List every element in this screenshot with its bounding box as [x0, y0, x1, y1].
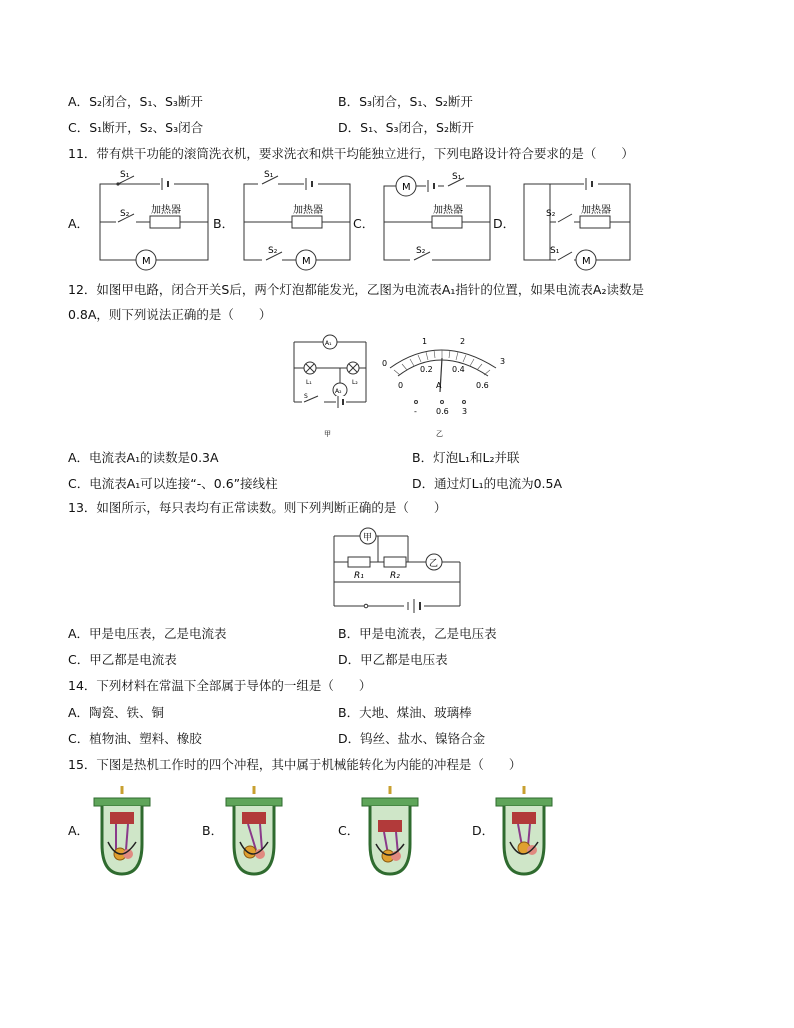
q14-option-a[interactable]: A．陶瓷、铁、铜 [68, 705, 165, 720]
svg-text:S₁: S₁ [452, 172, 462, 182]
q11-option-d-label[interactable]: D． [493, 216, 516, 231]
svg-text:甲: 甲 [363, 533, 373, 543]
q11-option-a-label[interactable]: A． [68, 216, 90, 231]
svg-text:L₁: L₁ [306, 379, 312, 386]
q11-circuit-d [520, 172, 635, 272]
q11-circuit-c [380, 172, 495, 272]
q12-option-a[interactable]: A．电流表A₁的读数是0.3A [68, 450, 219, 465]
svg-text:2: 2 [460, 337, 466, 346]
q11-stem: 11．带有烘干功能的滚筒洗衣机，要求洗衣和烘干均能独立进行，下列电路设计符合要求的是（ ） [68, 146, 634, 161]
q13-option-b[interactable]: B．甲是电流表，乙是电压表 [338, 626, 497, 641]
q15-option-b-label[interactable]: B． [202, 823, 224, 838]
svg-text:0.2: 0.2 [420, 365, 433, 374]
svg-text:乙: 乙 [436, 430, 443, 438]
q14-stem: 14．下列材料在常温下全部属于导体的一组是（ ） [68, 678, 372, 693]
q10-option-a[interactable]: A．S₂闭合，S₁、S₃断开 [68, 94, 203, 109]
svg-text:甲: 甲 [324, 430, 331, 438]
q12-stem-line1: 12．如图甲电路，闭合开关S后，两个灯泡都能发光，乙图为电流表A₁指针的位置，如果电流表A₂读数是 [68, 282, 644, 297]
q10-option-c[interactable]: C．S₁断开，S₂、S₃闭合 [68, 120, 204, 135]
engine-stroke-a [90, 784, 154, 878]
svg-text:0: 0 [398, 381, 404, 390]
engine-stroke-d [492, 784, 556, 878]
resistor-r2 [384, 557, 406, 567]
svg-text:R₁: R₁ [354, 571, 364, 581]
svg-text:3: 3 [462, 407, 468, 416]
s2-label: S₂ [120, 209, 130, 219]
q14-option-c[interactable]: C．植物油、塑料、橡胶 [68, 731, 202, 746]
svg-text:S₁: S₁ [264, 170, 274, 180]
q15-option-a-label[interactable]: A． [68, 823, 90, 838]
svg-text:0.6: 0.6 [436, 407, 449, 416]
q13-circuit [330, 526, 470, 612]
q11-option-b-label[interactable]: B． [213, 216, 235, 231]
q11-circuit-b [240, 172, 355, 272]
svg-text:S₂: S₂ [416, 246, 426, 256]
svg-text:乙: 乙 [429, 559, 439, 569]
svg-text:S₂: S₂ [546, 209, 556, 219]
q13-option-a[interactable]: A．甲是电压表，乙是电流表 [68, 626, 227, 641]
svg-text:A₂: A₂ [335, 388, 342, 395]
motor-label: M [142, 256, 151, 267]
svg-text:S₂: S₂ [268, 246, 278, 256]
svg-text:R₂: R₂ [390, 571, 400, 581]
svg-text:L₂: L₂ [352, 379, 358, 386]
q15-option-c-label[interactable]: C． [338, 823, 360, 838]
q11-circuit-a [96, 172, 211, 272]
q12-figure-yi [376, 334, 516, 440]
svg-text:加热器: 加热器 [293, 205, 323, 216]
s1-label: S₁ [120, 170, 130, 180]
svg-text:-: - [414, 407, 417, 416]
svg-text:加热器: 加热器 [433, 205, 463, 216]
svg-text:M: M [582, 256, 591, 267]
svg-text:A₁: A₁ [325, 340, 332, 347]
svg-text:M: M [402, 182, 411, 193]
svg-text:A: A [436, 381, 442, 390]
heater-resistor [150, 216, 180, 228]
q12-option-c[interactable]: C．电流表A₁可以连接“-、0.6”接线柱 [68, 476, 278, 491]
resistor-r1 [348, 557, 370, 567]
engine-stroke-b [222, 784, 286, 878]
heater-label: 加热器 [151, 205, 181, 216]
q12-figure-jia [288, 334, 388, 440]
svg-text:0.4: 0.4 [452, 365, 465, 374]
q13-option-c[interactable]: C．甲乙都是电流表 [68, 652, 177, 667]
q12-option-d[interactable]: D．通过灯L₁的电流为0.5A [412, 476, 563, 491]
engine-stroke-c [358, 784, 422, 878]
q13-option-d[interactable]: D．甲乙都是电压表 [338, 652, 448, 667]
q10-option-d[interactable]: D．S₁、S₃闭合，S₂断开 [338, 120, 474, 135]
svg-text:S₁: S₁ [550, 246, 560, 256]
svg-text:S: S [304, 393, 308, 400]
svg-text:3: 3 [500, 357, 506, 366]
switch-pivot [116, 182, 119, 185]
heater-resistor [292, 216, 322, 228]
svg-text:0: 0 [382, 359, 388, 368]
q10-option-b[interactable]: B．S₃闭合，S₁、S₂断开 [338, 94, 473, 109]
q12-option-b[interactable]: B．灯泡L₁和L₂并联 [412, 450, 520, 465]
svg-text:1: 1 [422, 337, 428, 346]
q13-stem: 13．如图所示，每只表均有正常读数。则下列判断正确的是（ ） [68, 500, 447, 515]
q14-option-d[interactable]: D．钨丝、盐水、镍铬合金 [338, 731, 486, 746]
svg-text:0.6: 0.6 [476, 381, 489, 390]
q12-stem-line2: 0.8A，则下列说法正确的是（ ） [68, 307, 272, 322]
q15-stem: 15．下图是热机工作时的四个冲程，其中属于机械能转化为内能的冲程是（ ） [68, 757, 522, 772]
svg-text:M: M [302, 256, 311, 267]
svg-text:加热器: 加热器 [581, 205, 611, 216]
q14-option-b[interactable]: B．大地、煤油、玻璃棒 [338, 705, 472, 720]
q15-option-d-label[interactable]: D． [472, 823, 495, 838]
q11-option-c-label[interactable]: C． [353, 216, 375, 231]
piston [110, 812, 134, 824]
